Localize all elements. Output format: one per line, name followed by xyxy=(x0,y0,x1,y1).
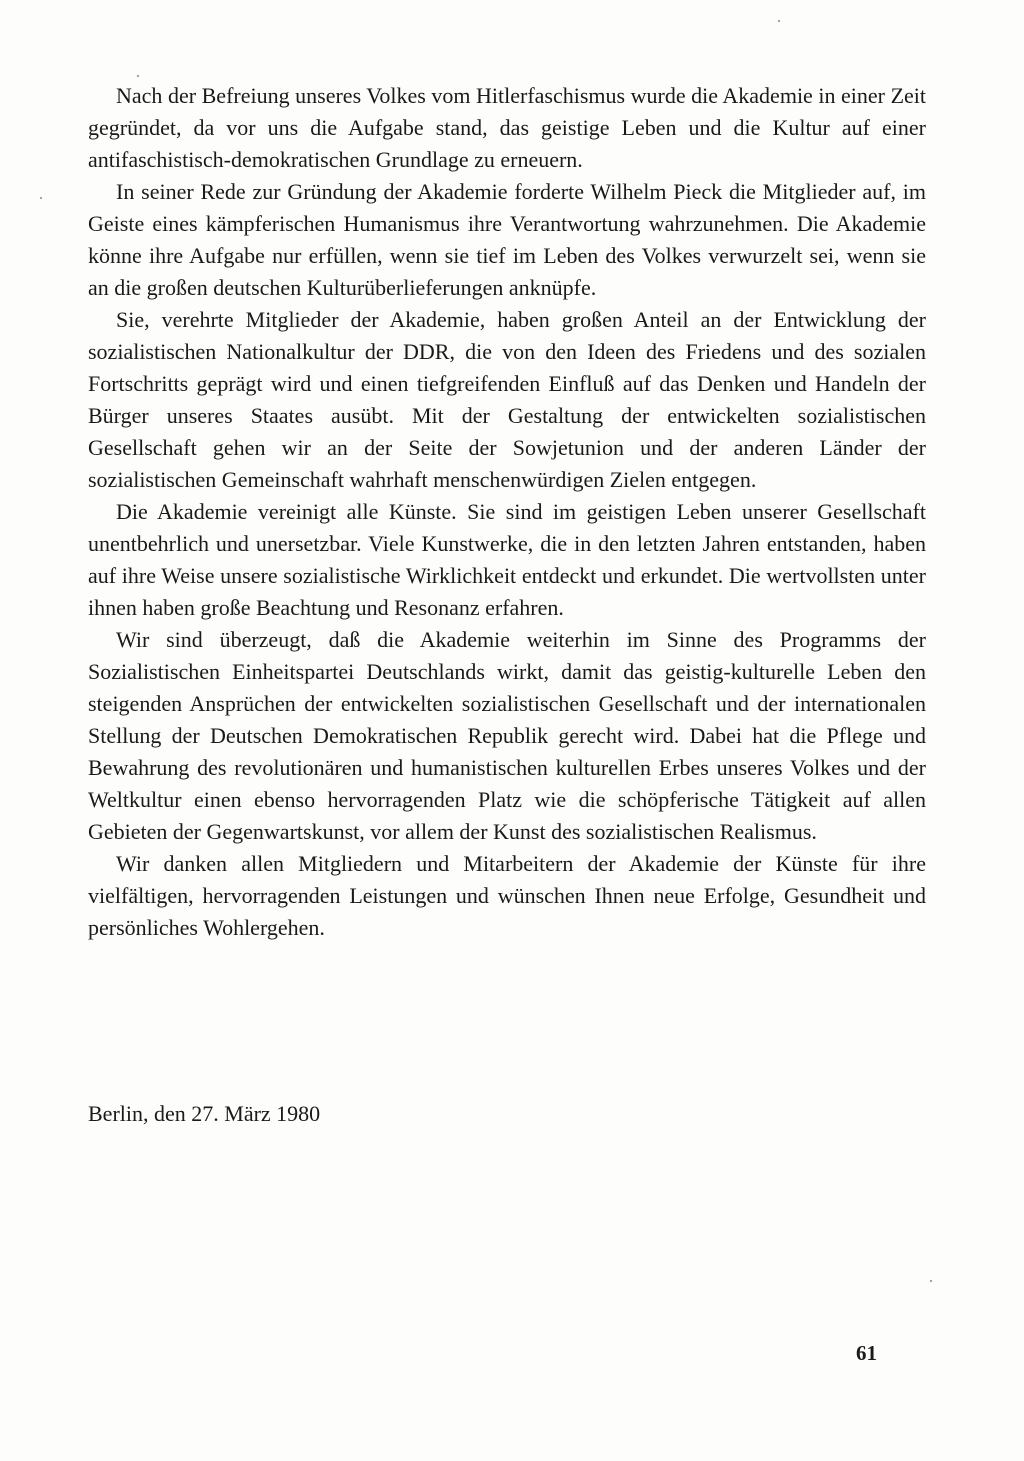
scan-speck xyxy=(137,75,139,77)
page-number: 61 xyxy=(856,1341,877,1365)
paragraph: In seiner Rede zur Gründung der Akademie forderte Wilhelm Pieck die Mitglieder auf, im Geiste eines kämpferischen Humanismus ihre Verantwortung wahrzunehmen. Die Akademie könne ihre Aufgabe nur erfüllen, wenn sie tief im Leben des Volkes verwurzelt sei, wenn sie an die großen deutschen Kulturüberlieferungen anknüpfe. xyxy=(88,179,926,300)
paragraph: Wir sind überzeugt, daß die Akademie weiterhin im Sinne des Programms der Sozialistischen Einheitspartei Deutschlands wirkt, damit das geistig-kulturelle Leben den steigenden Ansprüchen der entwickelten sozialistischen Gesellschaft und der internationalen Stellung der Deutschen Demokratischen Republik gerecht wird. Dabei hat die Pflege und Bewahrung des revolutionären und humanistischen kulturellen Erbes unseres Volkes und der Weltkultur einen ebenso hervorragenden Platz wie die schöpferische Tätigkeit auf allen Gebieten der Gegenwartskunst, vor allem der Kunst des sozialistischen Realismus. xyxy=(88,627,926,844)
place-date-line: Berlin, den 27. März 1980 xyxy=(88,1101,321,1126)
paragraph: Sie, verehrte Mitglieder der Akademie, haben großen Anteil an der Entwicklung der sozialistischen Nationalkultur der DDR, die von den Ideen des Friedens und des sozialen Fortschritts geprägt wird und einen tiefgreifenden Einfluß auf das Denken und Handeln der Bürger unseres Staates ausübt. Mit der Gestaltung der entwickelten sozialistischen Gesellschaft gehen wir an der Seite der Sowjetunion und der anderen Länder der sozialistischen Gemeinschaft wahrhaft menschenwürdigen Zielen entgegen. xyxy=(88,307,926,492)
scan-speck xyxy=(930,1280,932,1282)
paragraph: Wir danken allen Mitgliedern und Mitarbeitern der Akademie der Künste für ihre vielfältigen, hervorragenden Leistungen und wünschen Ihnen neue Erfolge, Gesundheit und persönliches Wohlergehen. xyxy=(88,851,926,940)
paragraph: Die Akademie vereinigt alle Künste. Sie sind im geistigen Leben unserer Gesellschaft unentbehrlich und unersetzbar. Viele Kunstwerke, die in den letzten Jahren entstanden, haben auf ihre Weise unsere sozialistische Wirklichkeit entdeckt und erkundet. Die wertvollsten unter ihnen haben große Beachtung und Resonanz erfahren. xyxy=(88,499,926,620)
paragraph: Nach der Befreiung unseres Volkes vom Hitlerfaschismus wurde die Akademie in einer Zeit gegründet, da vor uns die Aufgabe stand, das geistige Leben und die Kultur auf einer antifaschistisch-demokratischen Grundlage zu erneuern. xyxy=(88,83,926,172)
scan-speck xyxy=(40,197,42,199)
scan-speck xyxy=(778,20,780,22)
letter-body xyxy=(88,80,926,944)
